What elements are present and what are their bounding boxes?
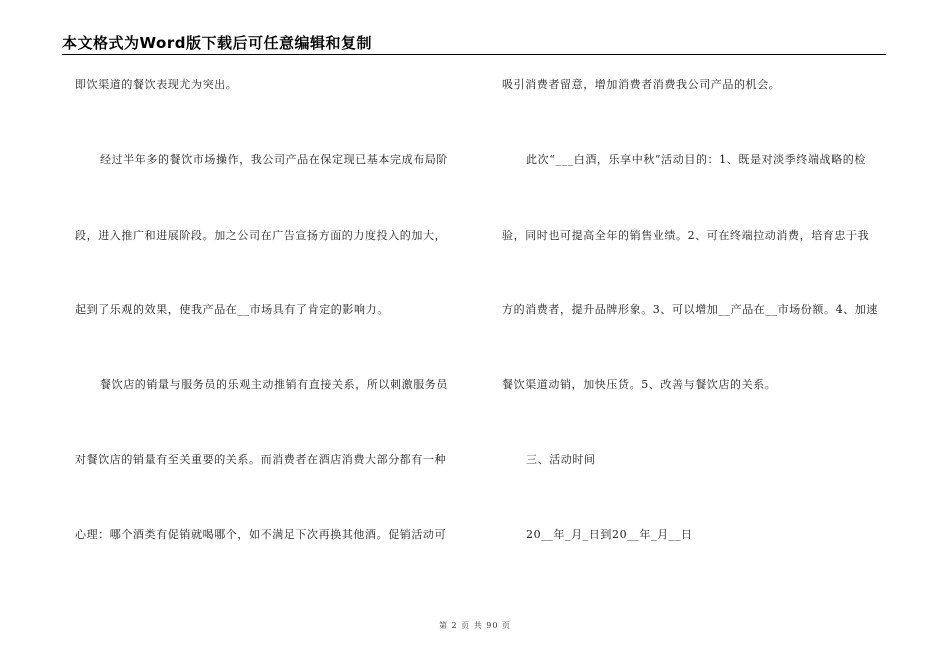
right-section-heading: 三、活动时间 (526, 453, 596, 466)
left-line-7: 心理：哪个酒类有促销就喝哪个，如不满足下次再换其他酒。促销活动可 (75, 528, 447, 541)
left-line-1: 即饮渠道的餐饮表现尤为突出。 (75, 78, 238, 91)
left-line-3: 段，进入推广和进展阶段。加之公司在广告宣扬方面的力度投入的加大， (75, 229, 447, 242)
right-line-1: 吸引消费者留意，增加消费者消费我公司产品的机会。 (502, 78, 781, 91)
document-header-title: 本文格式为Word版下载后可任意编辑和复制 (62, 34, 372, 52)
left-line-4: 起到了乐观的效果，使我产品在__市场具有了肯定的影响力。 (75, 303, 389, 316)
right-line-5: 餐饮渠道动销，加快压货。5、改善与餐饮店的关系。 (502, 378, 777, 391)
right-line-2: 此次“___白酒，乐享中秋”活动目的：1、既是对淡季终端战略的检 (526, 153, 866, 166)
left-line-5: 餐饮店的销量与服务员的乐观主动推销有直接关系，所以刺激服务员 (100, 378, 448, 391)
page-number-footer: 第 2 页 共 90 页 (439, 621, 511, 630)
right-line-date: 20__年_月_日到20__年_月__日 (526, 528, 693, 541)
right-line-4: 方的消费者，提升品牌形象。3、可以增加__产品在__市场份额。4、加速 (502, 303, 878, 316)
left-line-6: 对餐饮店的销量有至关重要的关系。而消费者在酒店消费大部分都有一种 (75, 453, 447, 466)
right-line-3: 验，同时也可提高全年的销售业绩。2、可在终端拉动消费，培育忠于我 (502, 229, 870, 242)
header-divider (62, 54, 886, 55)
left-line-2: 经过半年多的餐饮市场操作，我公司产品在保定现已基本完成布局阶 (100, 153, 448, 166)
